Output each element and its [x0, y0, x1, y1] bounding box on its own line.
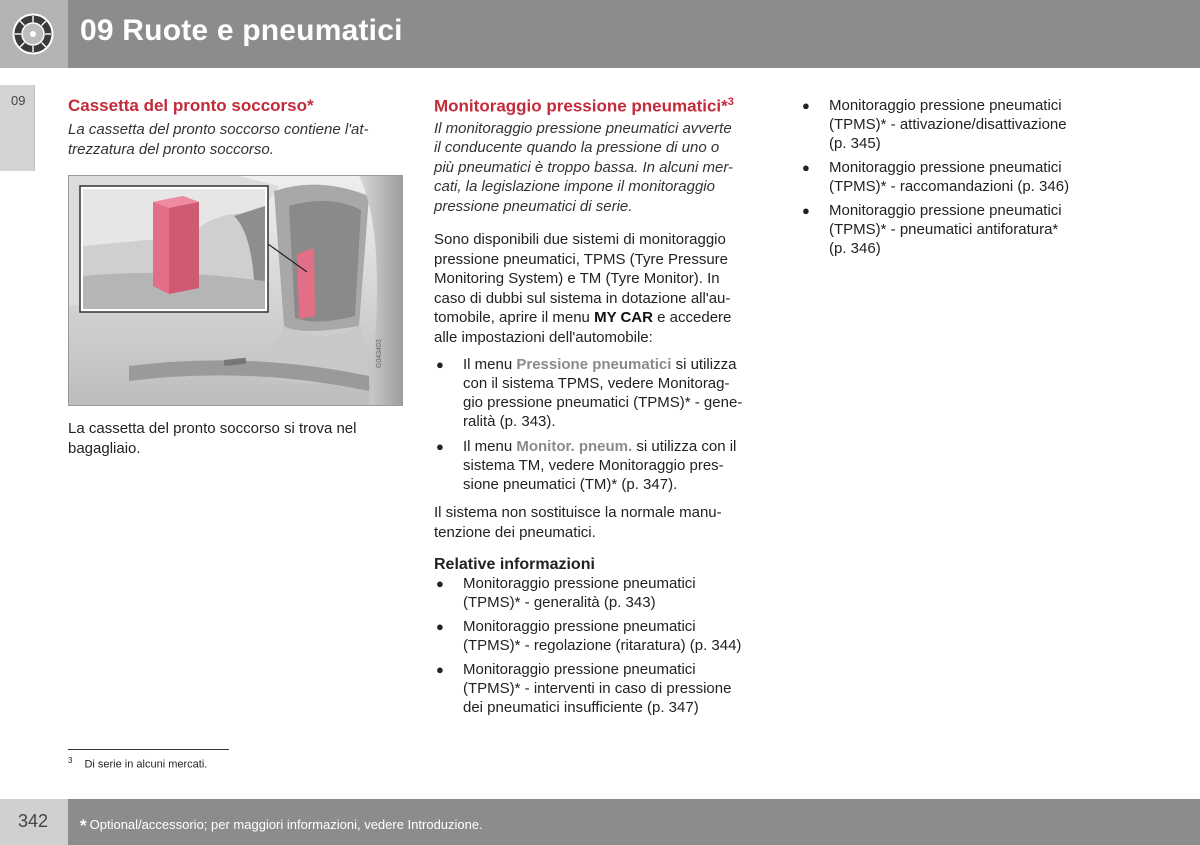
footnote-text: Di serie in alcuni mercati.	[84, 758, 208, 771]
bullet-text: si utilizza con il	[632, 438, 737, 456]
bullet-icon: ●	[802, 98, 810, 113]
column-tpms	[434, 96, 774, 717]
related-link-text: (p. 345)	[829, 135, 881, 152]
related-link-text: Monitoraggio pressione pneumatici	[463, 575, 696, 593]
intro-tpms-line: Il monitoraggio pressione pneumatici avverte	[434, 119, 732, 137]
bullet-icon: ●	[802, 203, 810, 218]
tpms-para-line	[434, 308, 774, 328]
footnote-divider	[68, 749, 229, 750]
page-footer	[0, 799, 1200, 845]
bullet-text: Il menu	[463, 438, 517, 456]
menu-term-tyre-monitor: Monitor. pneum.	[516, 438, 633, 456]
bullet-text: ralità (p. 343).	[463, 413, 556, 431]
tire-icon	[12, 13, 54, 55]
page-number: 342	[18, 811, 49, 831]
bullet-icon: ●	[436, 576, 444, 592]
tpms-para-line: Monitoring System) e TM (Tyre Monitor). In	[434, 270, 720, 288]
related-link-text: (TPMS)* - generalità (p. 343)	[463, 594, 656, 612]
related-link-text: (TPMS)* - regolazione (ritaratura) (p. 344)	[463, 637, 742, 655]
related-link-text: (TPMS)* - attivazione/disattivazione	[829, 116, 1067, 133]
bullet-text: Il menu	[463, 356, 517, 374]
related-info-heading: Relative informazioni	[434, 556, 595, 574]
column-related-continued	[800, 96, 1130, 258]
intro-tpms-line: pressione pneumatici di serie.	[434, 197, 633, 215]
related-link-text: (TPMS)* - interventi in caso di pressione	[463, 680, 732, 698]
bullet-text: con il sistema TPMS, vedere Monitorag-	[463, 375, 730, 393]
bullet-text: sistema TM, vedere Monitoraggio pres-	[463, 457, 724, 475]
footnote-ref: 3	[727, 96, 734, 108]
bullet-icon: ●	[436, 357, 444, 373]
related-link-text: Monitoraggio pressione pneumatici	[829, 202, 1062, 219]
bullet-icon: ●	[802, 160, 810, 175]
intro-tpms-line: il conducente quando la pressione di uno o	[434, 139, 720, 157]
bullet-icon: ●	[436, 619, 444, 635]
intro-first-aid-line: trezzatura del pronto soccorso.	[68, 140, 274, 158]
intro-tpms-line: cati, la legislazione impone il monitoraggio	[434, 178, 715, 196]
page-header	[0, 0, 1200, 68]
related-link-text: (TPMS)* - pneumatici antiforatura*	[829, 221, 1059, 238]
bullet-text: sione pneumatici (TM)* (p. 347).	[463, 476, 678, 494]
related-link-text: Monitoraggio pressione pneumatici	[463, 618, 696, 636]
related-link[interactable]	[434, 617, 774, 655]
menu-term-tyre-pressure: Pressione pneumatici	[516, 356, 672, 374]
chapter-side-tab	[0, 85, 35, 171]
tpms-para-line: pressione pneumatici, TPMS (Tyre Pressure	[434, 250, 729, 268]
related-link[interactable]	[800, 158, 1130, 196]
tpms-para-text: e accedere	[652, 309, 732, 327]
header-icon-box	[0, 0, 68, 68]
image-code: G043403	[376, 339, 383, 368]
related-link-text: dei pneumatici insufficiente (p. 347)	[463, 699, 699, 717]
photo-caption-line: La cassetta del pronto soccorso si trova nel	[68, 420, 357, 437]
tpms-para-line: caso di dubbi sul sistema in dotazione all'au-	[434, 289, 731, 307]
footnote-number: 3	[68, 756, 73, 765]
bullet-icon: ●	[436, 439, 444, 455]
related-link[interactable]	[434, 574, 774, 612]
bullet-icon: ●	[436, 662, 444, 678]
related-link[interactable]	[434, 660, 774, 717]
related-link-text: Monitoraggio pressione pneumatici	[829, 159, 1062, 176]
column-first-aid	[68, 96, 403, 159]
related-link-text: (p. 346)	[829, 240, 881, 257]
footer-note-text: Optional/accessorio; per maggiori informazioni, vedere Introduzione.	[89, 817, 483, 832]
related-link-text: Monitoraggio pressione pneumatici	[463, 661, 696, 679]
maintenance-note-line: Il sistema non sostituisce la normale manu-	[434, 504, 722, 522]
related-links-list	[800, 96, 1130, 258]
intro-tpms-line: più pneumatici è troppo bassa. In alcuni mer-	[434, 158, 734, 176]
photo-caption-line: bagagliaio.	[68, 439, 141, 457]
maintenance-note-line: tenzione dei pneumatici.	[434, 523, 596, 541]
section-title-tpms-text: Monitoraggio pressione pneumatici*	[434, 96, 728, 116]
asterisk-icon: *	[80, 816, 87, 835]
tpms-para-line: alle impostazioni dell'automobile:	[434, 328, 653, 346]
related-link-text: (TPMS)* - raccomandazioni (p. 346)	[829, 178, 1070, 195]
footer-note	[80, 814, 483, 834]
chapter-side-tab-label: 09	[11, 93, 26, 108]
section-title-first-aid: Cassetta del pronto soccorso*	[68, 96, 314, 115]
footnote	[68, 756, 207, 771]
trunk-first-aid-photo	[68, 175, 403, 406]
section-title-tpms	[434, 96, 774, 117]
related-link[interactable]	[800, 201, 1130, 258]
list-item	[434, 355, 774, 431]
chapter-title: 09 Ruote e pneumatici	[80, 14, 403, 47]
menu-my-car: MY CAR	[594, 309, 653, 327]
page-number-box	[0, 799, 68, 845]
tpms-para-text: tomobile, aprire il menu	[434, 309, 590, 327]
list-item	[434, 437, 774, 494]
related-links-list	[434, 574, 774, 717]
related-link-text: Monitoraggio pressione pneumatici	[829, 97, 1062, 114]
bullet-text: gio pressione pneumatici (TPMS)* - gene-	[463, 394, 743, 412]
tpms-para-line: Sono disponibili due sistemi di monitoraggio	[434, 231, 726, 249]
photo-caption	[68, 419, 403, 458]
related-link[interactable]	[800, 96, 1130, 153]
bullet-text: si utilizza	[671, 356, 737, 374]
intro-first-aid-line: La cassetta del pronto soccorso contiene l'at-	[68, 121, 369, 138]
menu-bullet-list	[434, 355, 774, 494]
